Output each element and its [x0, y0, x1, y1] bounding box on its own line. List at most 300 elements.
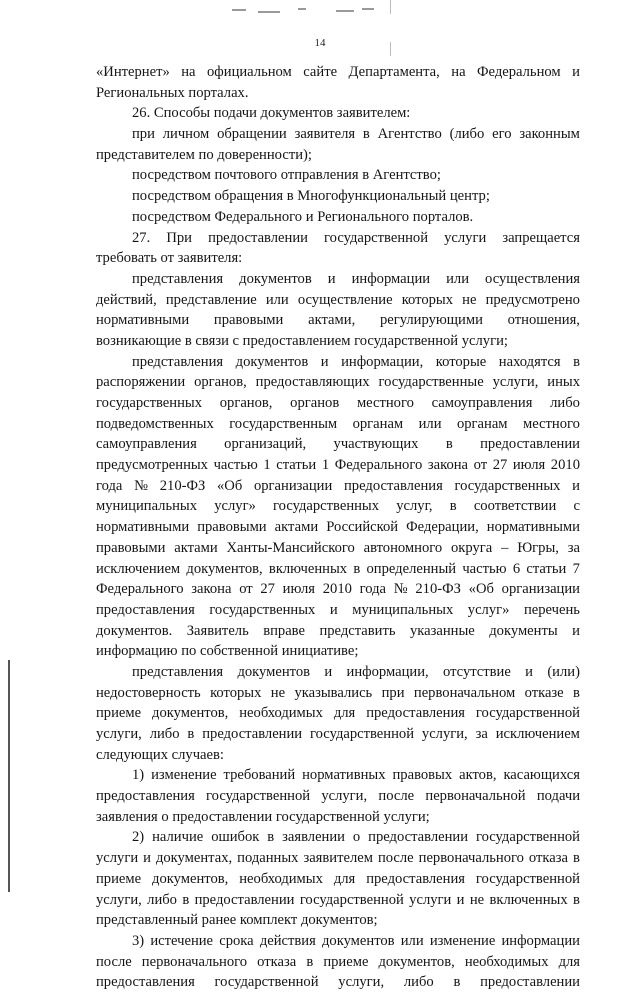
word: Югры,	[517, 539, 559, 556]
word: представления	[132, 353, 224, 370]
word: нормативными	[96, 312, 190, 329]
word: в	[573, 684, 580, 701]
word: или	[446, 270, 470, 287]
word: информации	[351, 270, 431, 287]
word: 210-ФЗ	[415, 581, 461, 598]
word: представления	[132, 270, 224, 287]
word: действий,	[96, 291, 157, 308]
word: изменение	[151, 767, 217, 784]
word: государственной	[324, 229, 429, 246]
word: Федеральном	[477, 64, 561, 80]
word: муниципальных	[352, 601, 454, 618]
word: включенных	[489, 891, 568, 908]
text-line	[96, 869, 580, 890]
word: документов	[237, 663, 311, 680]
word: правовыми	[96, 539, 166, 556]
word: в	[572, 850, 580, 867]
text-line	[96, 207, 580, 228]
word: (либо	[449, 126, 485, 143]
word: осуществление	[297, 291, 393, 308]
word: предоставления	[96, 601, 195, 618]
word: регулирующими	[379, 312, 483, 329]
word: документов,	[152, 705, 229, 722]
word: изменение	[429, 932, 496, 949]
text-line	[96, 559, 580, 580]
text-line	[96, 807, 580, 828]
word: личном	[162, 126, 210, 143]
word: и	[329, 601, 338, 618]
word: закона	[191, 581, 232, 598]
word: услуги	[96, 850, 139, 867]
word: документов	[321, 932, 395, 949]
line-text: Региональных порталах.	[96, 84, 249, 101]
word: за	[475, 726, 488, 742]
word: государственной	[475, 829, 580, 846]
word: либо	[149, 726, 180, 742]
word: «Интернет»	[96, 64, 170, 80]
word: в	[267, 829, 275, 846]
text-line	[96, 848, 580, 869]
text-line	[96, 703, 580, 724]
line-text: посредством обращения в Многофункциональный центр;	[132, 188, 490, 205]
word: отсутствие	[443, 663, 511, 680]
word: организации	[253, 477, 333, 494]
word: после	[378, 788, 415, 805]
text-line	[96, 165, 580, 186]
word: государственных	[96, 395, 203, 411]
word: документах,	[155, 850, 233, 867]
text-line	[96, 517, 580, 538]
word: перечень	[523, 601, 580, 618]
word: 1	[263, 457, 271, 474]
word: первоначального	[418, 850, 524, 867]
word: в	[306, 953, 314, 970]
word: государственных	[209, 601, 316, 618]
word: правовых	[392, 767, 453, 784]
scan-artifact	[232, 6, 392, 16]
word: и	[572, 64, 580, 80]
line-text: представителем по доверенности);	[96, 146, 312, 163]
text-line	[96, 186, 580, 207]
text-line	[96, 952, 580, 973]
word: предоставлении	[368, 829, 469, 846]
word: и	[525, 663, 533, 680]
word: 2010	[550, 457, 580, 474]
word: документов,	[378, 953, 455, 970]
word: и	[456, 891, 465, 908]
word: округа	[451, 539, 493, 556]
word: предоставлении	[194, 891, 295, 908]
word: 1	[321, 457, 330, 474]
word: либо	[147, 891, 177, 908]
text-line	[96, 476, 580, 497]
word: актами,	[308, 312, 356, 329]
word: организаций,	[224, 436, 307, 453]
word: либо	[403, 974, 434, 991]
word: предоставления	[344, 477, 443, 494]
word: –	[501, 539, 509, 556]
word: информации	[501, 932, 580, 949]
word: самоуправления	[96, 436, 197, 453]
word: которых	[401, 291, 454, 308]
word: правовыми	[197, 519, 267, 536]
word: услуг»	[214, 498, 256, 515]
word: статьи	[276, 457, 317, 474]
word: представить	[319, 622, 396, 639]
text-line	[96, 103, 580, 124]
word: документы	[489, 622, 558, 639]
word: органов,	[194, 374, 247, 391]
text-line	[96, 393, 580, 414]
word: и	[572, 477, 580, 494]
word: нормативных	[302, 767, 386, 784]
word: государственной	[310, 726, 415, 742]
word: от	[239, 581, 253, 598]
text-line	[96, 827, 580, 848]
word: услуги,	[321, 788, 368, 805]
word: «Об	[468, 581, 494, 598]
word: услуг,	[396, 498, 433, 515]
text-line	[96, 972, 580, 993]
word: осуществления	[485, 270, 580, 287]
word: исключением	[495, 726, 580, 742]
word: его	[492, 126, 512, 143]
word: 7	[572, 560, 580, 577]
word: предусмотрено	[485, 291, 580, 308]
word: предоставляющих	[255, 374, 370, 391]
word: При	[166, 229, 192, 246]
word: предоставлении	[480, 974, 580, 991]
word: услуги,	[96, 726, 142, 742]
word: услуги	[409, 891, 452, 908]
word: органам	[456, 415, 508, 432]
word: для	[333, 705, 356, 722]
word: или	[418, 415, 442, 432]
word: находятся	[498, 353, 561, 370]
word: статьи	[526, 560, 567, 577]
word: предоставлении	[202, 726, 303, 742]
word: местного	[522, 415, 580, 432]
word: Федерального	[334, 457, 423, 474]
line-text: информацию по собственной инициативе;	[96, 643, 359, 660]
document-body	[96, 62, 580, 993]
text-line	[96, 331, 580, 352]
word: после	[377, 850, 414, 867]
word: местного	[356, 395, 414, 411]
text-line	[96, 145, 580, 166]
word: и	[143, 850, 151, 867]
text-line	[96, 228, 580, 249]
word: первоначальной	[425, 788, 526, 805]
word: в	[353, 560, 361, 577]
word: предоставления	[96, 788, 195, 805]
text-line	[96, 538, 580, 559]
text-line	[96, 124, 580, 145]
word: и	[320, 353, 329, 370]
word: предоставлении	[208, 229, 308, 246]
word: представление	[165, 291, 257, 308]
word: 3)	[132, 932, 145, 949]
word: недостоверность	[96, 684, 201, 701]
word: государственных	[454, 477, 561, 494]
word: предоставления	[96, 974, 195, 991]
word: в	[453, 974, 461, 991]
word: отказа	[528, 850, 568, 867]
page-number: 14	[314, 37, 326, 49]
word: определенный	[366, 560, 457, 577]
word: 27	[492, 457, 508, 474]
word: с	[573, 498, 580, 515]
word: официальном	[207, 64, 292, 80]
word: исключением	[96, 560, 181, 577]
word: в	[572, 891, 580, 908]
word: предоставления	[366, 705, 465, 722]
word: Агентство	[377, 126, 442, 143]
scan-edge-line	[8, 660, 10, 892]
word: о	[352, 829, 361, 846]
word: отказа	[257, 953, 297, 970]
word: законным	[519, 126, 580, 143]
word: органам	[352, 415, 404, 432]
word: и	[324, 663, 333, 680]
word: актами	[274, 519, 319, 536]
word: подачи	[536, 788, 580, 805]
line-text: 26. Способы подачи документов заявителем:	[132, 105, 411, 122]
word: услуг»	[467, 601, 510, 618]
word: заявителем	[303, 850, 373, 867]
word: первоначального	[141, 953, 248, 970]
word: Ханты-Мансийского	[226, 539, 355, 556]
word: государственной	[299, 891, 404, 908]
word: предоставления	[366, 870, 465, 887]
word: не	[462, 291, 477, 308]
word: отношения,	[507, 312, 580, 329]
text-line	[96, 890, 580, 911]
word: актов,	[459, 767, 497, 784]
word: поданных	[237, 850, 299, 867]
word: услуги,	[421, 726, 468, 742]
word: соответствии	[473, 498, 557, 515]
word: предусмотренных	[96, 457, 208, 474]
word: июля	[512, 457, 546, 474]
word: актами	[174, 539, 218, 556]
word: за	[567, 539, 580, 556]
word: при	[132, 126, 155, 143]
word: после	[96, 953, 132, 970]
word: и	[572, 622, 580, 639]
word: №	[393, 581, 408, 598]
word: Федерации,	[406, 519, 479, 536]
word: государственных	[273, 498, 380, 515]
word: необходимых	[239, 870, 323, 887]
text-line	[96, 600, 580, 621]
word: «Об	[217, 477, 243, 494]
word: сайте	[303, 64, 338, 80]
word: для	[333, 870, 356, 887]
word: либо	[550, 395, 580, 411]
text-line	[96, 786, 580, 807]
line-text: возникающие в связи с предоставлением государственной услуги;	[96, 332, 508, 349]
word: или	[265, 291, 289, 308]
word: информации,	[341, 353, 424, 370]
word: услуги,	[338, 974, 385, 991]
line-text: посредством почтового отправления в Агентство;	[132, 167, 441, 184]
text-line	[96, 724, 580, 745]
word: предоставлении	[480, 436, 580, 453]
word: 27	[260, 581, 275, 598]
word: Департамента,	[348, 64, 440, 80]
line-text: требовать от заявителя:	[96, 250, 243, 267]
word: которые	[435, 353, 487, 370]
word: истечение	[150, 932, 214, 949]
word: иных	[547, 374, 580, 391]
word: правовыми	[213, 312, 284, 329]
text-line	[96, 372, 580, 393]
word: государственной	[475, 870, 580, 887]
word: не	[469, 891, 485, 908]
word: подведомственных	[96, 415, 214, 432]
word: 210-ФЗ	[159, 477, 206, 494]
word: в	[182, 891, 190, 908]
word: 1)	[132, 767, 145, 784]
text-line	[96, 434, 580, 455]
word: частью	[462, 560, 507, 577]
word: заявителя	[294, 126, 356, 143]
text-line	[96, 931, 580, 952]
text-line	[96, 745, 580, 766]
word: частью	[213, 457, 258, 474]
word: приеме	[96, 705, 142, 722]
word: года	[359, 581, 387, 598]
word: организации	[501, 581, 580, 598]
word: 27.	[132, 229, 151, 246]
word: необходимых	[464, 953, 549, 970]
word: нормативными	[486, 519, 580, 536]
word: необходимых	[239, 705, 323, 722]
word: распоряжении	[96, 374, 186, 391]
word: запрещается	[502, 229, 580, 246]
word: срока	[219, 932, 254, 949]
word: услуги	[444, 229, 487, 246]
word: 2)	[132, 829, 145, 846]
word: на	[451, 64, 466, 80]
text-line	[96, 248, 580, 269]
text-line	[96, 269, 580, 290]
text-line	[96, 683, 580, 704]
word: государственным	[229, 415, 338, 432]
word: в	[445, 436, 453, 453]
word: при	[381, 684, 405, 701]
word: не	[270, 684, 286, 701]
word: №	[134, 477, 149, 494]
text-line	[96, 641, 580, 662]
word: наличие	[152, 829, 204, 846]
word: государственной	[206, 788, 311, 805]
word: представления	[132, 663, 224, 680]
word: документов	[239, 270, 312, 287]
word: в	[187, 726, 195, 742]
word: на	[181, 64, 196, 80]
word: в	[449, 498, 457, 515]
word: муниципальных	[96, 498, 198, 515]
word: органов	[290, 395, 340, 411]
word: в	[362, 126, 370, 143]
word: указанные	[409, 622, 475, 639]
text-line	[96, 83, 580, 104]
word: июля	[282, 581, 316, 598]
line-text: посредством Федерального и Регионального порталов.	[132, 208, 474, 225]
line-text: следующих случаев:	[96, 746, 224, 763]
word: приеме	[96, 870, 142, 887]
text-line	[96, 310, 580, 331]
word: документов.	[96, 622, 173, 639]
word: ошибок	[211, 829, 260, 846]
word: первоначальном	[413, 684, 516, 701]
word: касающихся	[503, 767, 580, 784]
word: Заявитель	[186, 622, 249, 639]
word: в	[573, 353, 580, 370]
word: органов,	[219, 395, 273, 411]
line-text: заявления о предоставлении государственной услуги;	[96, 808, 430, 825]
word: автономного	[363, 539, 443, 556]
line-text: представленный ранее комплект документов;	[96, 912, 378, 929]
word: года	[96, 477, 123, 494]
text-line	[96, 455, 580, 476]
word: услуги,	[96, 891, 142, 908]
word: которых	[210, 684, 262, 701]
word: закона	[427, 457, 469, 474]
word: действия	[259, 932, 316, 949]
word: включенных	[268, 560, 348, 577]
word: информации,	[346, 663, 429, 680]
text-line	[96, 621, 580, 642]
word: требований	[223, 767, 296, 784]
word: документов,	[152, 870, 229, 887]
word: участвующих	[333, 436, 419, 453]
word: Федерального	[96, 581, 184, 598]
word: (или)	[547, 663, 580, 680]
word: для	[558, 953, 580, 970]
word: обращении	[217, 126, 287, 143]
text-line	[96, 352, 580, 373]
word: и	[327, 270, 336, 287]
word: приеме	[323, 953, 369, 970]
word: государственной	[214, 974, 319, 991]
text-line	[96, 662, 580, 683]
word: государственные	[378, 374, 484, 391]
text-line	[96, 290, 580, 311]
word: вправе	[263, 622, 305, 639]
word: государственной	[475, 705, 580, 722]
word: 6	[512, 560, 521, 577]
word: от	[473, 457, 488, 474]
word: или	[400, 932, 424, 949]
text-line	[96, 496, 580, 517]
word: указывались	[294, 684, 373, 701]
text-line	[96, 765, 580, 786]
word: отказе	[524, 684, 564, 701]
word: документов,	[186, 560, 263, 577]
word: 2010	[322, 581, 352, 598]
text-line	[96, 62, 580, 83]
text-line	[96, 910, 580, 931]
word: Российской	[326, 519, 399, 536]
word: заявлении	[282, 829, 345, 846]
scan-mark	[390, 0, 391, 14]
word: самоуправления	[431, 395, 533, 411]
text-line	[96, 414, 580, 435]
text-line	[96, 579, 580, 600]
